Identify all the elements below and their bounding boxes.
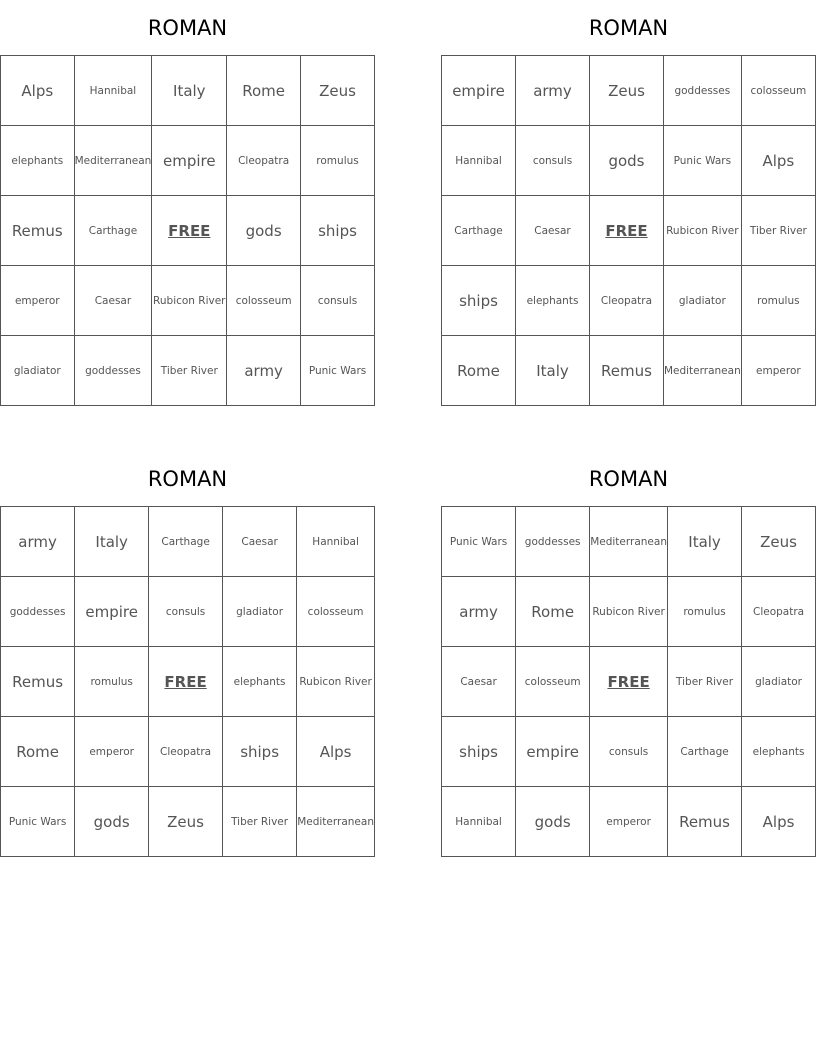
bingo-cell: goddesses xyxy=(74,336,152,406)
bingo-cell: Mediterranean xyxy=(74,126,152,196)
bingo-cell: emperor xyxy=(1,266,75,336)
bingo-cell: Carthage xyxy=(442,196,516,266)
bingo-cell: Tiber River xyxy=(667,647,741,717)
grid-row xyxy=(1,577,375,647)
bingo-cell: Cleopatra xyxy=(149,717,223,787)
card-title: ROMAN xyxy=(588,16,669,40)
bingo-cell: gladiator xyxy=(1,336,75,406)
bingo-cell: emperor xyxy=(741,336,815,406)
bingo-cell: empire xyxy=(75,577,149,647)
bingo-cell: elephants xyxy=(742,717,816,787)
card-title: ROMAN xyxy=(147,467,228,491)
bingo-cell: elephants xyxy=(1,126,75,196)
grid-row xyxy=(442,266,816,336)
grid-row xyxy=(1,507,375,577)
bingo-cell: colosseum xyxy=(297,577,375,647)
bingo-cell: Hannibal xyxy=(442,787,516,857)
bingo-cell: Zeus xyxy=(301,56,375,126)
bingo-cell: Rome xyxy=(227,56,301,126)
bingo-cell: Rubicon River xyxy=(152,266,227,336)
bingo-cell: elephants xyxy=(223,647,297,717)
bingo-cell: Mediterranean xyxy=(663,336,741,406)
bingo-cell: gladiator xyxy=(223,577,297,647)
bingo-cell: Caesar xyxy=(516,196,590,266)
bingo-cell: Mediterranean xyxy=(297,787,375,857)
bingo-cell: Hannibal xyxy=(297,507,375,577)
bingo-cell: Punic Wars xyxy=(442,507,516,577)
bingo-cell: Tiber River xyxy=(152,336,227,406)
grid-row xyxy=(1,56,375,126)
bingo-cell: colosseum xyxy=(516,647,590,717)
bingo-cell: consuls xyxy=(149,577,223,647)
grid-row xyxy=(442,126,816,196)
bingo-cell: army xyxy=(1,507,75,577)
grid-row xyxy=(442,507,816,577)
bingo-cell: ships xyxy=(442,266,516,336)
bingo-cell: goddesses xyxy=(516,507,590,577)
grid-row xyxy=(1,647,375,717)
bingo-cell: empire xyxy=(152,126,227,196)
bingo-cell: Cleopatra xyxy=(590,266,664,336)
grid-row xyxy=(1,787,375,857)
bingo-cell: romulus xyxy=(75,647,149,717)
bingo-grid xyxy=(441,506,816,857)
bingo-cell: goddesses xyxy=(663,56,741,126)
bingo-cell: Remus xyxy=(667,787,741,857)
bingo-cell: Remus xyxy=(590,336,664,406)
bingo-cell: Alps xyxy=(741,126,815,196)
bingo-cell: empire xyxy=(516,717,590,787)
bingo-cell: emperor xyxy=(590,787,668,857)
free-space-cell: FREE xyxy=(152,196,227,266)
bingo-cell: Hannibal xyxy=(442,126,516,196)
bingo-cell: Caesar xyxy=(74,266,152,336)
bingo-cell: Punic Wars xyxy=(301,336,375,406)
bingo-cell: Italy xyxy=(75,507,149,577)
bingo-cell: army xyxy=(227,336,301,406)
bingo-cell: Zeus xyxy=(149,787,223,857)
bingo-cell: army xyxy=(516,56,590,126)
grid-row xyxy=(1,126,375,196)
bingo-cell: Alps xyxy=(1,56,75,126)
bingo-cell: consuls xyxy=(516,126,590,196)
card-title: ROMAN xyxy=(147,16,228,40)
bingo-cell: Carthage xyxy=(149,507,223,577)
bingo-cell: Carthage xyxy=(667,717,741,787)
free-space-cell: FREE xyxy=(590,647,668,717)
free-space-cell: FREE xyxy=(590,196,664,266)
bingo-cell: ships xyxy=(301,196,375,266)
bingo-cell: romulus xyxy=(301,126,375,196)
bingo-cell: Zeus xyxy=(590,56,664,126)
bingo-cell: colosseum xyxy=(227,266,301,336)
card-title: ROMAN xyxy=(588,467,669,491)
bingo-cell: gods xyxy=(516,787,590,857)
bingo-cell: Remus xyxy=(1,196,75,266)
grid-row xyxy=(442,196,816,266)
bingo-cell: ships xyxy=(223,717,297,787)
bingo-cell: Alps xyxy=(742,787,816,857)
grid-row xyxy=(1,336,375,406)
bingo-cell: Rubicon River xyxy=(297,647,375,717)
grid-row xyxy=(1,266,375,336)
bingo-cell: gods xyxy=(590,126,664,196)
bingo-cell: Rome xyxy=(516,577,590,647)
grid-row xyxy=(442,56,816,126)
bingo-cell: Hannibal xyxy=(74,56,152,126)
grid-row xyxy=(442,647,816,717)
bingo-cell: Tiber River xyxy=(223,787,297,857)
bingo-cell: Caesar xyxy=(223,507,297,577)
bingo-cell: goddesses xyxy=(1,577,75,647)
bingo-cell: emperor xyxy=(75,717,149,787)
free-space-cell: FREE xyxy=(149,647,223,717)
bingo-cell: Punic Wars xyxy=(663,126,741,196)
bingo-cell: romulus xyxy=(667,577,741,647)
bingo-cell: Tiber River xyxy=(741,196,815,266)
bingo-cell: gladiator xyxy=(742,647,816,717)
grid-row xyxy=(1,717,375,787)
bingo-cell: Rome xyxy=(442,336,516,406)
bingo-cell: Rubicon River xyxy=(663,196,741,266)
bingo-cell: consuls xyxy=(590,717,668,787)
bingo-cell: consuls xyxy=(301,266,375,336)
bingo-cell: Cleopatra xyxy=(227,126,301,196)
bingo-cell: empire xyxy=(442,56,516,126)
grid-row xyxy=(442,787,816,857)
bingo-cell: colosseum xyxy=(741,56,815,126)
bingo-cell: gods xyxy=(227,196,301,266)
bingo-cell: elephants xyxy=(516,266,590,336)
bingo-cell: Rome xyxy=(1,717,75,787)
bingo-cell: army xyxy=(442,577,516,647)
bingo-cell: Cleopatra xyxy=(742,577,816,647)
bingo-cell: Remus xyxy=(1,647,75,717)
bingo-cell: gods xyxy=(75,787,149,857)
bingo-cell: Punic Wars xyxy=(1,787,75,857)
grid-row xyxy=(442,577,816,647)
bingo-cell: romulus xyxy=(741,266,815,336)
bingo-cell: Italy xyxy=(152,56,227,126)
bingo-cell: Alps xyxy=(297,717,375,787)
grid-row xyxy=(442,717,816,787)
bingo-cell: Italy xyxy=(516,336,590,406)
bingo-cell: Caesar xyxy=(442,647,516,717)
bingo-cell: Italy xyxy=(667,507,741,577)
bingo-grid xyxy=(0,55,375,406)
grid-row xyxy=(442,336,816,406)
bingo-cell: Rubicon River xyxy=(590,577,668,647)
bingo-cell: gladiator xyxy=(663,266,741,336)
bingo-cell: ships xyxy=(442,717,516,787)
bingo-cell: Carthage xyxy=(74,196,152,266)
bingo-cell: Mediterranean xyxy=(590,507,668,577)
grid-row xyxy=(1,196,375,266)
bingo-grid xyxy=(0,506,375,857)
bingo-cell: Zeus xyxy=(742,507,816,577)
bingo-grid xyxy=(441,55,816,406)
